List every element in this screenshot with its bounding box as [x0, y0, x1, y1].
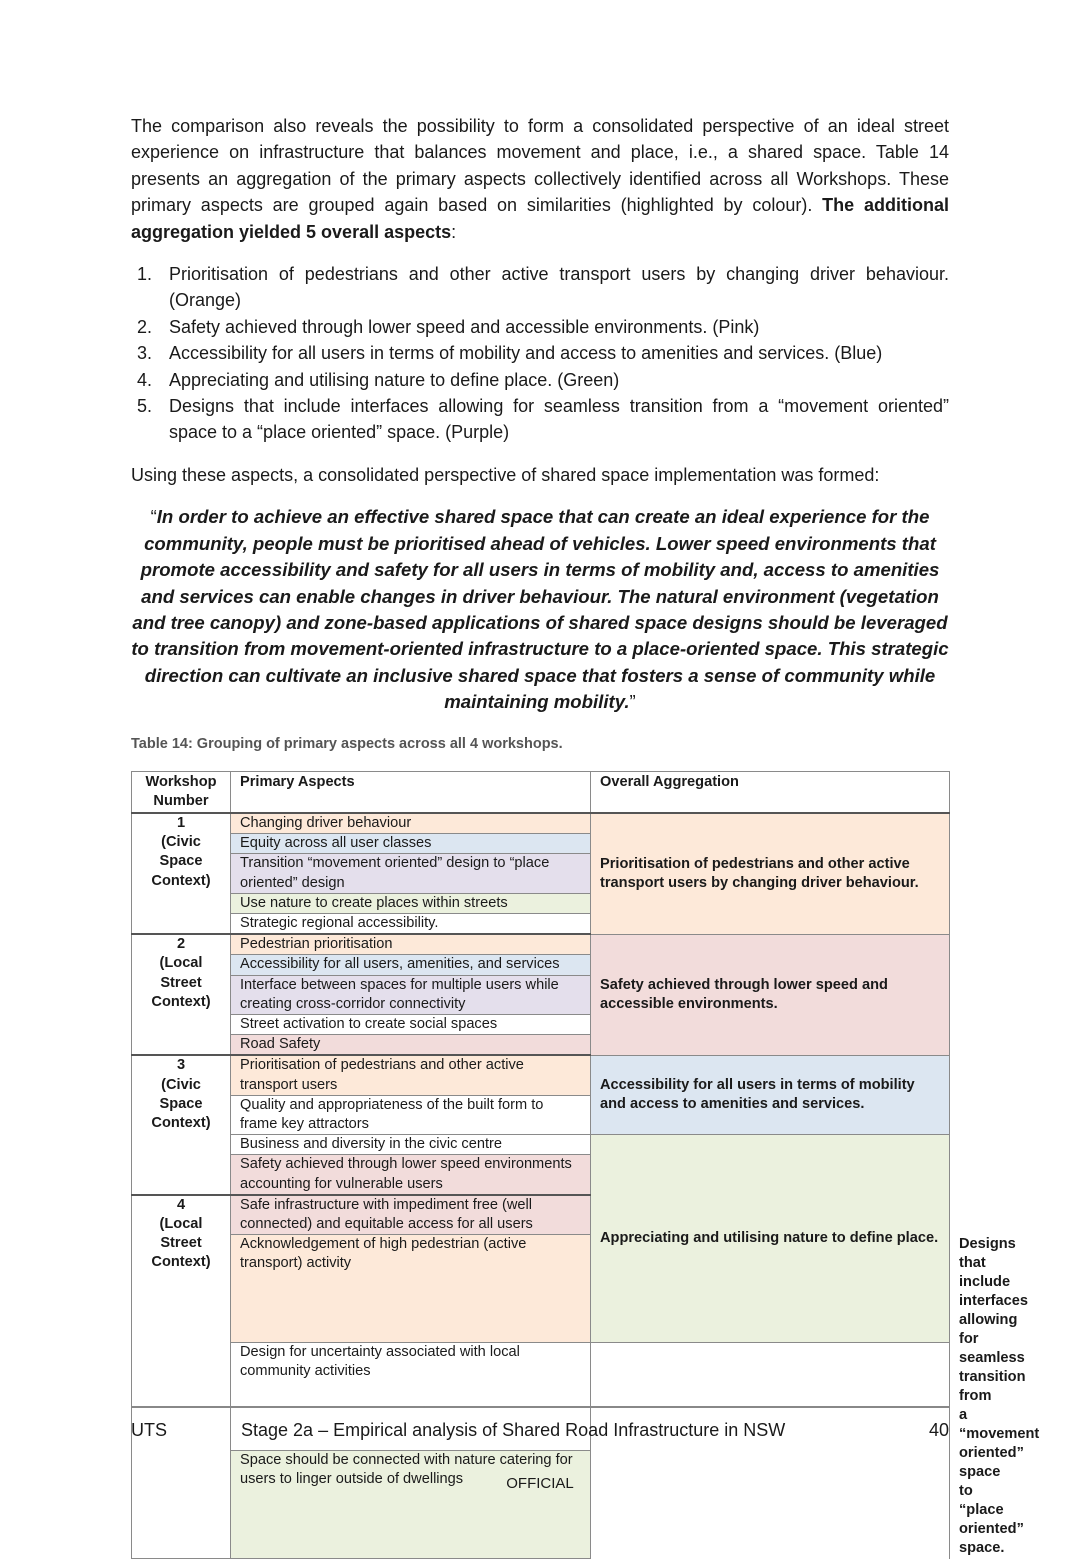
list-text: Safety achieved through lower speed and accessible environments. (Pink): [169, 316, 760, 337]
table-row: [132, 934, 950, 955]
workshop-number: 2: [176, 936, 186, 953]
primary-aspect-cell: Interface between spaces for multiple users while creating cross-corridor connectivity: [231, 975, 591, 1014]
perspective-intro: Using these aspects, a consolidated perspective of shared space implementation was formed:: [131, 464, 880, 485]
list-text: Accessibility for all users in terms of mobility and access to amenities and services. (Blue): [169, 343, 883, 364]
footer-divider: [131, 1406, 949, 1408]
header-workshop-number: Workshop Number: [132, 771, 231, 813]
table-row: [132, 813, 950, 834]
primary-aspect-cell: Strategic regional accessibility.: [231, 913, 591, 934]
aggregation-pink: Safety achieved through lower speed and accessible environments.: [591, 934, 950, 1055]
intro-bold: The additional aggregation yielded 5 overall aspects: [131, 195, 949, 242]
list-text: Appreciating and utilising nature to define place. (Green): [169, 369, 620, 390]
workshop-context-line: Context): [151, 1114, 211, 1131]
list-text: Designs that include interfaces allowing for seamless transition from a “movement oriented” space to a “place oriented” space. (Purple): [169, 396, 949, 443]
workshop-context-line: Context): [151, 872, 211, 889]
aggregation-green: Appreciating and utilising nature to define place.: [591, 1135, 950, 1343]
list-number: 2.: [137, 316, 153, 337]
workshop-cell: [132, 1055, 231, 1194]
primary-aspect-cell: Quality and appropriateness of the built form to frame key attractors: [231, 1095, 591, 1134]
workshop-cell: [132, 934, 231, 1055]
primary-aspect-cell: Use nature to create places within streets: [231, 893, 591, 913]
quote-open: “: [150, 506, 157, 528]
workshop-context-line: (Local: [159, 955, 203, 972]
workshop-cell: [132, 1195, 231, 1559]
primary-aspect-cell: Changing driver behaviour: [231, 813, 591, 834]
intro-text: The comparison also reveals the possibility to form a consolidated perspective of an ideal street experience on infrastructure that balances movement and place, i.e., a shared space. Table 14 presents an aggregation of the primary aspects collectively identified across all Workshops. These primary aspects are grouped again based on similarities (highlighted by colour).: [131, 116, 949, 216]
workshop-number: 3: [176, 1057, 186, 1074]
primary-aspect-cell: Design for uncertainty associated with local community activities: [231, 1343, 591, 1451]
primary-aspect-cell: Accessibility for all users, amenities, and services: [231, 955, 591, 975]
primary-aspect-cell: Acknowledgement of high pedestrian (active transport) activity: [231, 1235, 591, 1343]
footer-title: Stage 2a – Empirical analysis of Shared Road Infrastructure in NSW: [241, 1420, 786, 1440]
primary-aspect-cell: Road Safety: [231, 1035, 591, 1056]
aspects-list: [131, 261, 949, 446]
footer-org: UTS: [131, 1420, 167, 1440]
page-content: [131, 113, 1040, 1559]
table-row: [132, 1055, 950, 1095]
workshop-context-line: (Civic: [161, 1076, 201, 1093]
table-row: [132, 1135, 950, 1155]
workshop-context-line: (Local: [159, 1216, 203, 1232]
workshop-context-line: Space: [159, 853, 203, 870]
aggregation-blue: Accessibility for all users in terms of mobility and access to amenities and services.: [591, 1055, 950, 1134]
workshop-number: 1: [176, 814, 186, 831]
aggregation-orange: Prioritisation of pedestrians and other active transport users by changing driver behaviour.: [591, 813, 950, 934]
intro-paragraph: [131, 113, 949, 245]
list-item: [131, 261, 949, 314]
quote-close: ”: [629, 691, 636, 713]
perspective-quote: [131, 504, 949, 715]
workshop-cell: [132, 813, 231, 934]
list-number: 4.: [137, 369, 153, 390]
header-overall-aggregation: Overall Aggregation: [591, 771, 950, 813]
workshop-context-line: Space: [159, 1095, 203, 1112]
quote-text: In order to achieve an effective shared space that can create an ideal experience for the community, people must be prioritised ahead of vehicles. Lower speed environments that promote accessibility and safety for all users in terms of mobility and, access to amenities and services can enable changes in driver behaviour. The natural environment (vegetation and tree canopy) and zone-based applications of shared space designs should be leveraged to transition from movement-oriented infrastructure to a place-oriented space. This strategic direction can cultivate an inclusive shared space that fosters a sense of community while maintaining mobility.: [131, 506, 949, 713]
list-number: 1.: [137, 264, 153, 285]
workshop-context-line: (Civic: [161, 834, 201, 851]
primary-aspect-cell: Safe infrastructure with impediment free (well connected) and equitable access for all users: [231, 1195, 591, 1235]
classification-label: OFFICIAL: [506, 1475, 574, 1492]
primary-aspect-cell: Street activation to create social spaces: [231, 1014, 591, 1034]
primary-aspect-cell: Prioritisation of pedestrians and other active transport users: [231, 1055, 591, 1095]
table-header-row: [132, 771, 950, 813]
workshop-context-line: Context): [151, 1254, 211, 1271]
table-row: Acknowledgement of high pedestrian (active transport) activity Designs that include interfaces allowing for seamless transition from a “movement oriented” space to “place oriented” space.: [132, 1235, 950, 1343]
list-item: [131, 314, 949, 340]
workshop-number: 4: [176, 1196, 186, 1213]
list-number: 3.: [137, 343, 153, 364]
intro-tail: :: [451, 221, 457, 242]
list-text: Prioritisation of pedestrians and other active transport users by changing driver behaviour. (Orange): [169, 264, 949, 311]
primary-aspect-cell: Space should be connected with nature catering for users to linger outside of dwellings: [231, 1451, 591, 1559]
page-number: 40: [928, 1420, 949, 1440]
table-row: [132, 1451, 950, 1559]
workshop-context-line: Context): [151, 993, 211, 1010]
primary-aspect-cell: Safety achieved through lower speed environments accounting for vulnerable users: [231, 1155, 591, 1195]
list-item: [131, 393, 949, 446]
table-caption: Table 14: Grouping of primary aspects across all 4 workshops.: [131, 735, 563, 752]
primary-aspect-cell: Equity across all user classes: [231, 834, 591, 854]
primary-aspect-cell: Transition “movement oriented” design to “place oriented” design: [231, 854, 591, 893]
workshop-context-line: Street: [160, 974, 202, 991]
primary-aspect-cell: Pedestrian prioritisation: [231, 934, 591, 955]
list-number: 5.: [137, 396, 153, 417]
primary-aspect-cell: Business and diversity in the civic centre: [231, 1135, 591, 1155]
list-item: [131, 367, 949, 393]
header-primary-aspects: Primary Aspects: [231, 771, 591, 813]
workshop-context-line: Street: [160, 1235, 202, 1252]
list-item: [131, 340, 949, 366]
